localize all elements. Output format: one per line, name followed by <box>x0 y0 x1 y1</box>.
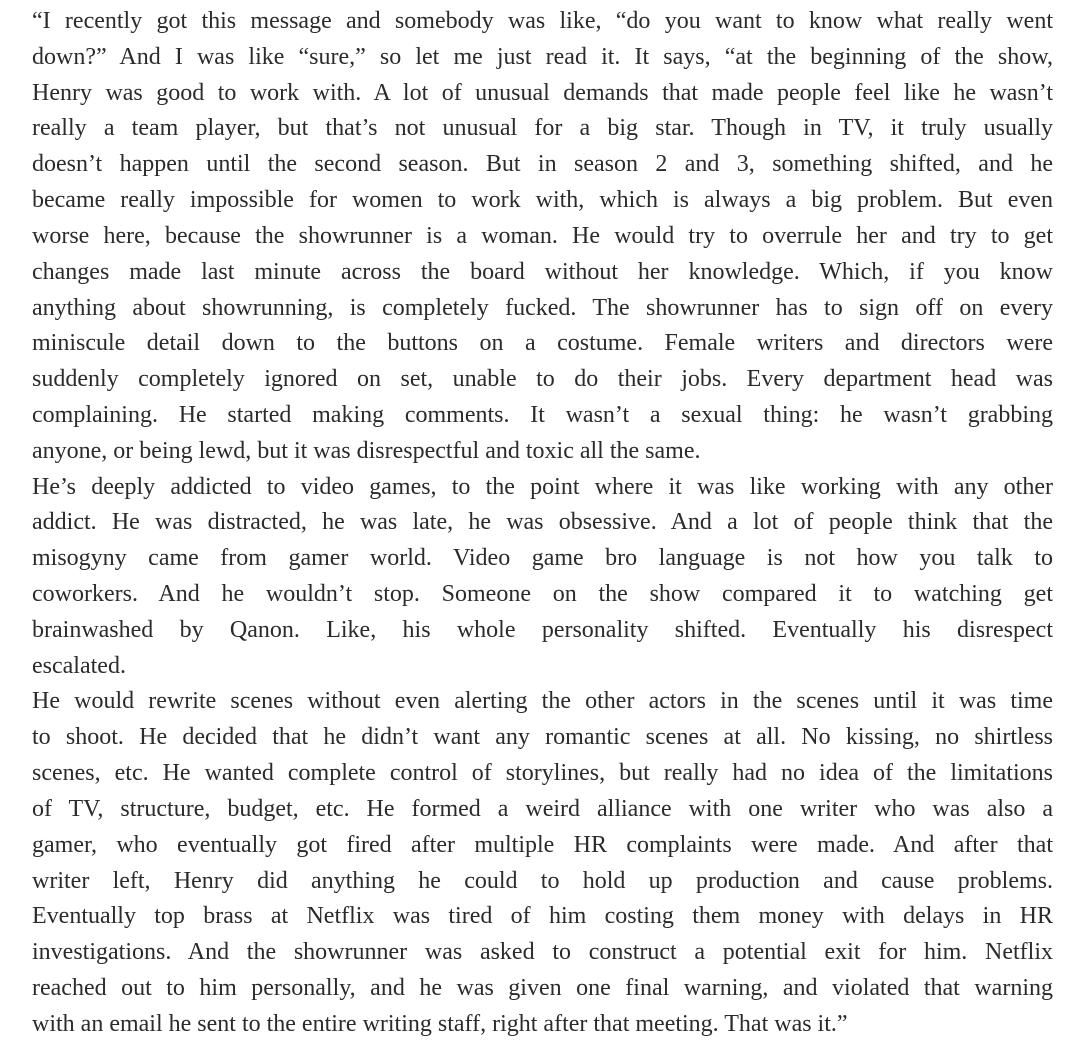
text-line: investigations. And the showrunner was asked to construct a potential exit for him. Netflix <box>32 939 1053 966</box>
text-line: Eventually top brass at Netflix was tired of him costing them money with delays in HR <box>32 903 1053 930</box>
text-line: worse here, because the showrunner is a woman. He would try to overrule her and try to get <box>32 222 1053 249</box>
text-line: really a team player, but that’s not unusual for a big star. Though in TV, it truly usually <box>32 115 1053 142</box>
text-line: anything about showrunning, is completely fucked. The showrunner has to sign off on every <box>32 294 1053 321</box>
text-line: scenes, etc. He wanted complete control of storylines, but really had no idea of the limitations <box>32 760 1053 787</box>
paragraph <box>32 470 1053 685</box>
text-line: doesn’t happen until the second season. But in season 2 and 3, something shifted, and he <box>32 151 1053 178</box>
text-line: suddenly completely ignored on set, unable to do their jobs. Every department head was <box>32 366 1053 393</box>
document-body <box>32 4 1053 1043</box>
text-line: anyone, or being lewd, but it was disrespectful and toxic all the same. <box>32 437 701 464</box>
text-line: miniscule detail down to the buttons on a costume. Female writers and directors were <box>32 330 1053 357</box>
text-line: misogyny came from gamer world. Video game bro language is not how you talk to <box>32 545 1053 572</box>
text-line: escalated. <box>32 652 126 679</box>
text-line: reached out to him personally, and he was given one final warning, and violated that warning <box>32 974 1053 1001</box>
text-line: He would rewrite scenes without even alerting the other actors in the scenes until it was time <box>32 688 1053 715</box>
text-line: addict. He was distracted, he was late, he was obsessive. And a lot of people think that the <box>32 509 1053 536</box>
text-line: Henry was good to work with. A lot of unusual demands that made people feel like he wasn’t <box>32 79 1053 106</box>
paragraph <box>32 4 1053 470</box>
text-line: “I recently got this message and somebody was like, “do you want to know what really went <box>32 8 1053 34</box>
text-line: of TV, structure, budget, etc. He formed a weird alliance with one writer who was also a <box>32 795 1053 822</box>
text-line: coworkers. And he wouldn’t stop. Someone on the show compared it to watching get <box>32 581 1053 607</box>
text-line: became really impossible for women to work with, which is always a big problem. But even <box>32 187 1053 214</box>
text-line: with an email he sent to the entire writing staff, right after that meeting. That was it.” <box>32 1010 848 1037</box>
text-line: changes made last minute across the board without her knowledge. Which, if you know <box>32 258 1053 285</box>
text-line: writer left, Henry did anything he could to hold up production and cause problems. <box>32 867 1053 894</box>
text-line: complaining. He started making comments. It wasn’t a sexual thing: he wasn’t grabbing <box>32 401 1053 428</box>
text-line: brainwashed by Qanon. Like, his whole personality shifted. Eventually his disrespect <box>32 616 1053 643</box>
text-line: gamer, who eventually got fired after multiple HR complaints were made. And after that <box>32 831 1053 858</box>
text-line: He’s deeply addicted to video games, to the point where it was like working with any other <box>32 473 1053 500</box>
text-line: down?” And I was like “sure,” so let me just read it. It says, “at the beginning of the show, <box>32 43 1053 70</box>
text-line: to shoot. He decided that he didn’t want any romantic scenes at all. No kissing, no shirtless <box>32 724 1053 751</box>
paragraph <box>32 684 1053 1042</box>
